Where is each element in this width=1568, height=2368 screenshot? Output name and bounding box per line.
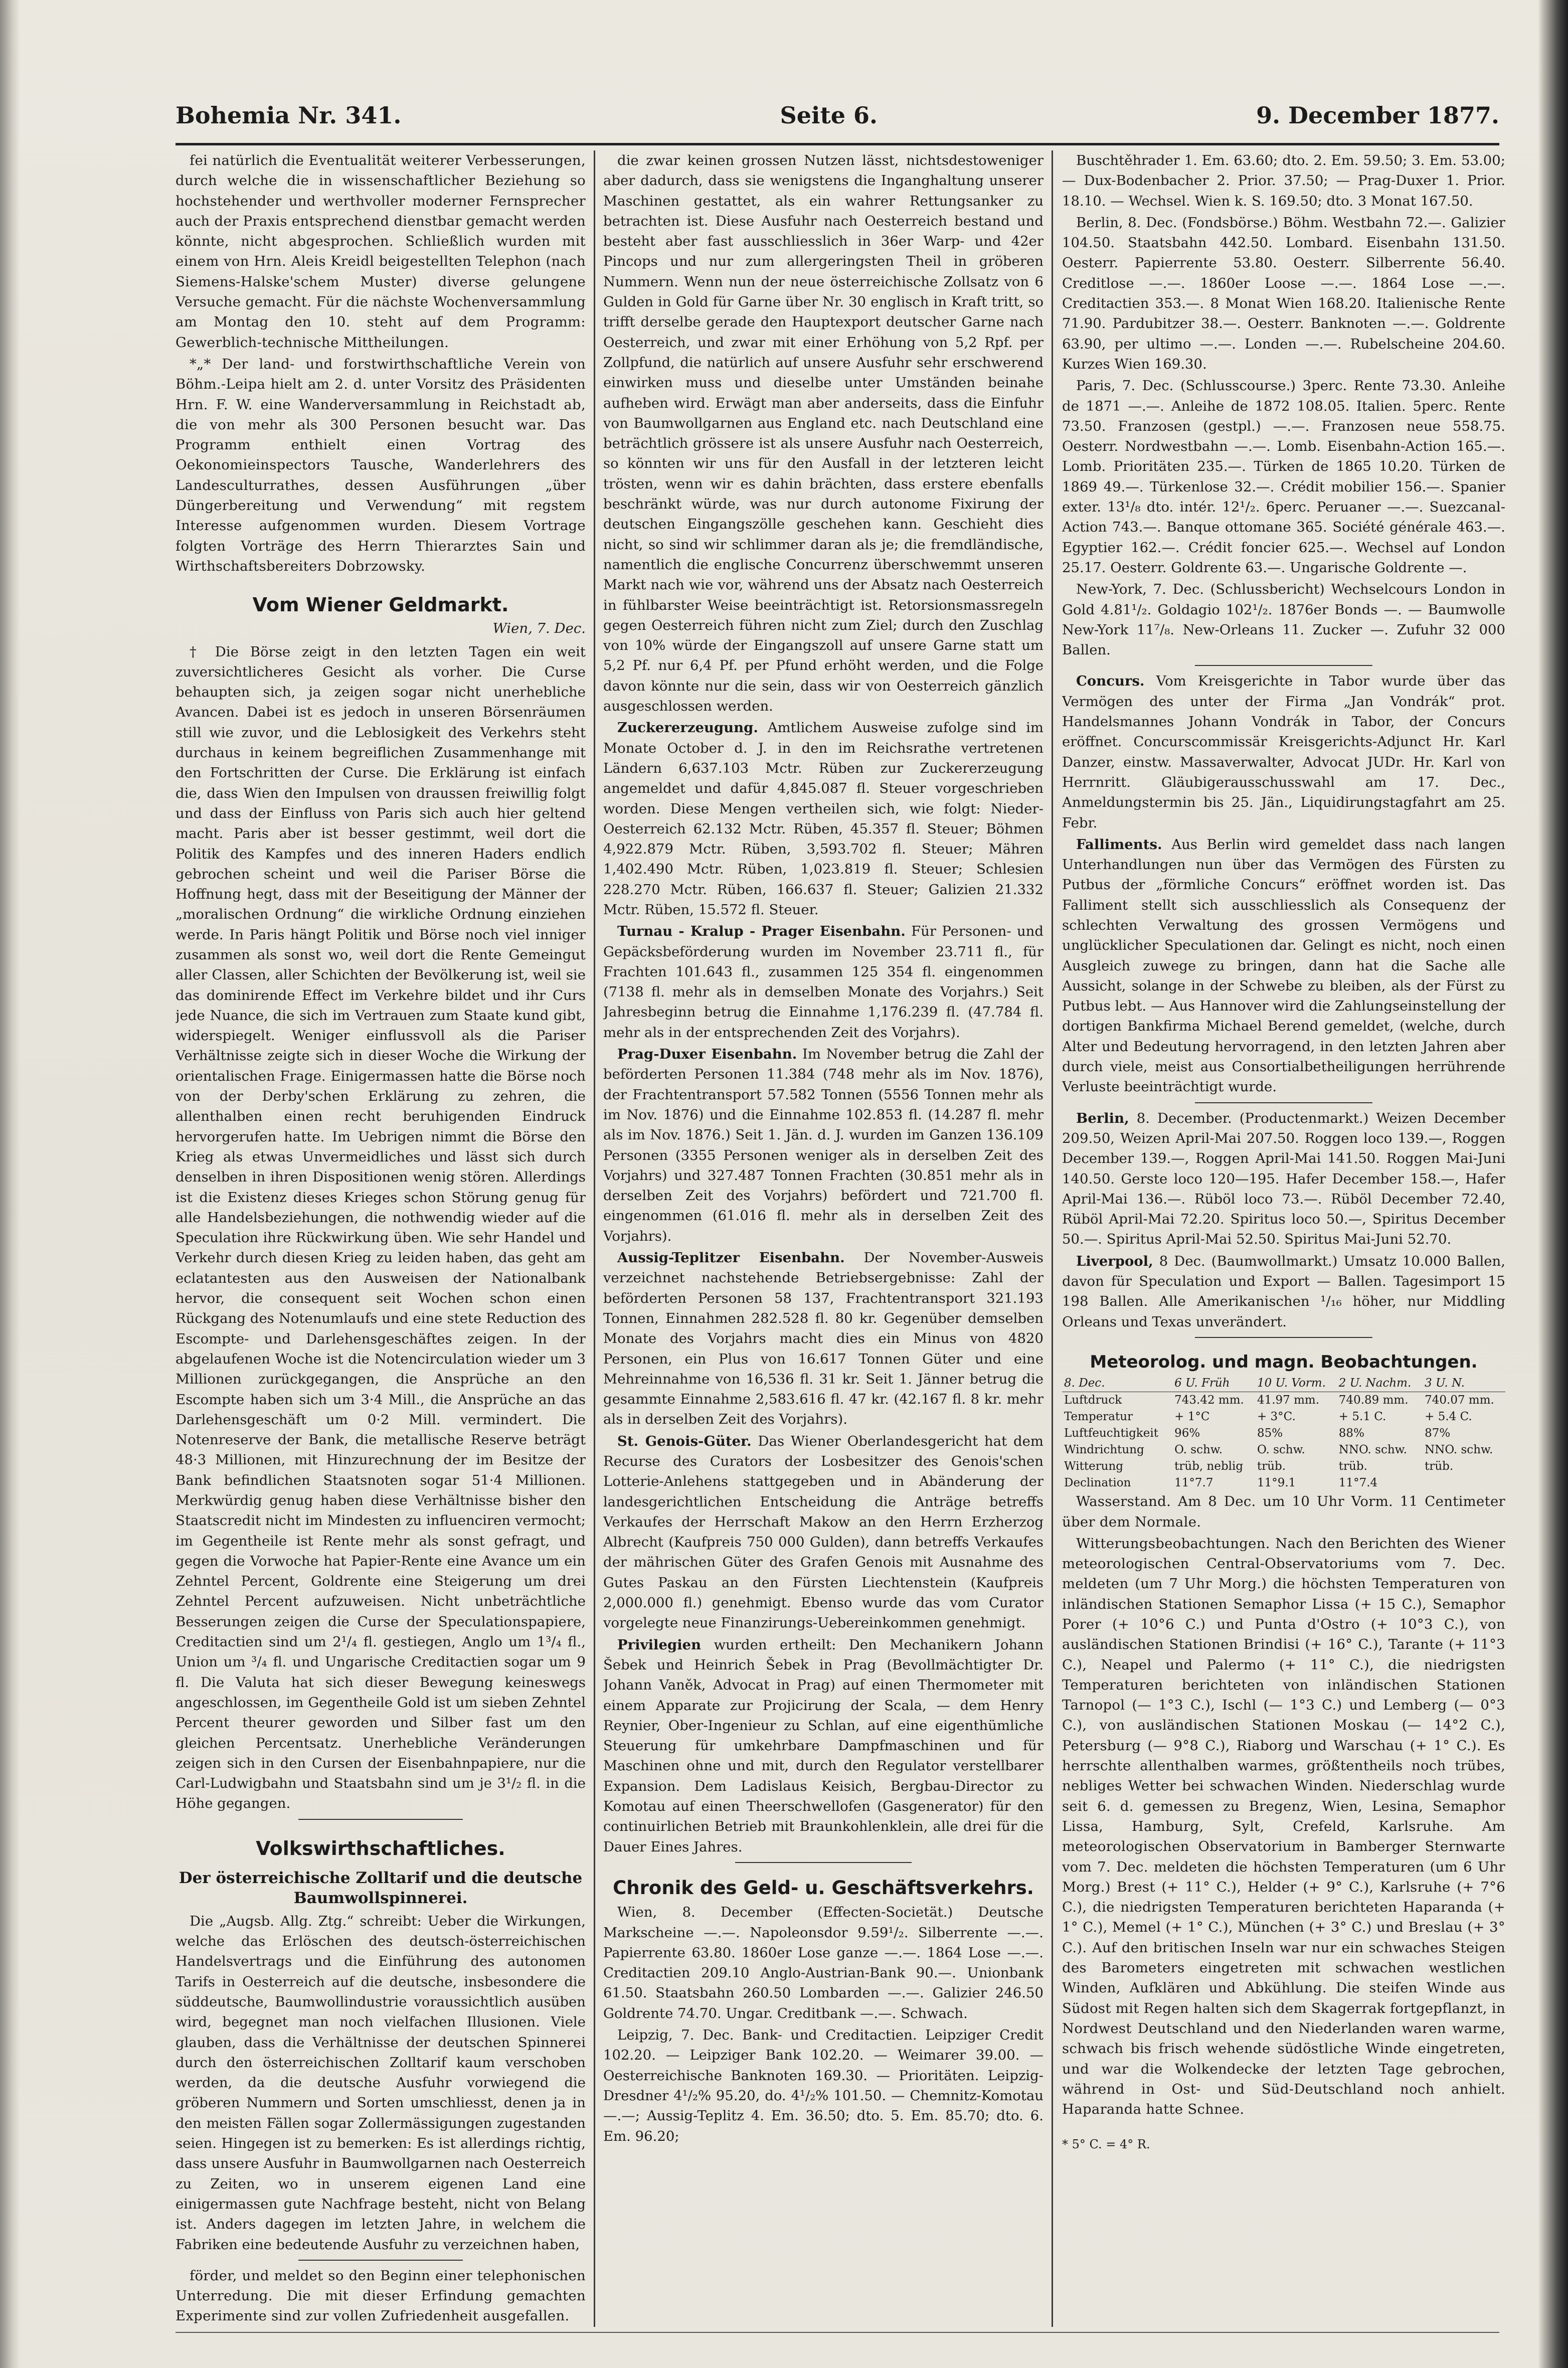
table-header-cell: 8. Dec. (1062, 1375, 1172, 1392)
table-cell: trüb. (1338, 1460, 1367, 1473)
news-item-heading: Berlin, (1076, 1110, 1129, 1126)
news-item-text: Für Personen- und Gepäcksbeförderung wurden im November 23.711 fl., für Frachten 101.643 fl., zusammen 125 354 fl. eingenommen (7138 fl. mehr als in demselben Monate des Vorjahrs.) Seit Jahresbeginn betrug die Einnahme 1,176.239 fl. (47.784 fl. mehr als in der entsprechenden Zeit des Vorjahrs). (603, 923, 1043, 1041)
paragraph: förder, und meldet so den Beginn einer telephonischen Unterredung. Die mit dieser Erfindung gemachten Experimente sind zur vollen Zufriedenheit ausgefallen. (176, 2267, 586, 2324)
table-cell: Witterung (1064, 1460, 1124, 1473)
table-cell: NNO. schw. (1338, 1443, 1407, 1457)
table-cell: + 5.4 C. (1425, 1410, 1472, 1424)
footer-rule (176, 2332, 1499, 2333)
table-cell: 743.42 mm. (1174, 1394, 1244, 1407)
paragraph: Wien, 8. December (Effecten-Societät.) Deutsche Markscheine —.—. Napoleonsdor 9.59¹/₂. Silberrente —.—. Papierrente 63.80. 1860er Lose ganze —.—. 1864 Lose —.—. Creditactien 209.10 Anglo-Austrian-Bank 90.—. Unionbank 61.50. Staatsbahn 260.50 Lombarden —.—. Galizier 246.50 Goldrente 74.70. Ungar. Creditbank —.—. Schwach. (603, 1904, 1043, 2021)
header-right: 9. December 1877. (1256, 102, 1499, 129)
header-left: Bohemia Nr. 341. (176, 102, 402, 129)
table-row (1062, 1458, 1505, 1475)
table-cell: 88% (1338, 1427, 1364, 1440)
table-row (1062, 1409, 1505, 1425)
header-rule (176, 143, 1499, 145)
table-cell: 41.97 mm. (1257, 1394, 1320, 1407)
page-edge-left (0, 0, 20, 2368)
news-item (603, 1635, 1043, 1857)
weather-table (1062, 1375, 1505, 1491)
column-divider (594, 150, 595, 2327)
table-row (1062, 1392, 1505, 1409)
table-cell: 11°7.7 (1174, 1476, 1213, 1490)
news-item (603, 718, 1043, 920)
page-edge-right (1538, 0, 1568, 2368)
table-cell: Temperatur (1064, 1410, 1133, 1424)
paragraph: Wasserstand. Am 8 Dec. um 10 Uhr Vorm. 11 Centimeter über dem Normale. (1062, 1493, 1505, 1530)
table-cell: O. schw. (1257, 1443, 1305, 1457)
section-rule (735, 1862, 911, 1863)
table-cell: 11°7.4 (1338, 1476, 1378, 1490)
table-header-cell: 2 U. Nachm. (1337, 1375, 1423, 1392)
section-title: Volkswirthschaftliches. (256, 1837, 505, 1859)
column-3 (1062, 150, 1505, 2332)
section-title: Chronik des Geld- u. Geschäftsverkehrs. (613, 1877, 1034, 1899)
weather-table-title: Meteorolog. und magn. Beobachtungen. (1090, 1351, 1478, 1372)
news-item-heading: Prag-Duxer Eisenbahn. (617, 1046, 797, 1063)
news-item (603, 1248, 1043, 1430)
table-header-cell: 3 U. N. (1423, 1375, 1505, 1392)
dateline: Wien, 7. Dec. (492, 620, 586, 637)
table-cell: + 5.1 C. (1338, 1410, 1386, 1424)
table-cell: Luftfeuchtigkeit (1064, 1427, 1158, 1440)
news-item-text: 8 Dec. (Baumwollmarkt.) Umsatz 10.000 Ballen, davon für Speculation und Export — Ballen. Tagesimport 15 198 Ballen. Alle Amerikanischen ¹/₁₆ höher, nur Middling Orleans und Texas unverändert. (1062, 1253, 1505, 1330)
news-item-heading: Falliments. (1076, 836, 1162, 853)
news-item-heading: Concurs. (1076, 673, 1145, 690)
news-item (603, 921, 1043, 1043)
paragraph: fei natürlich die Eventualität weiterer Verbesserungen, durch welche die in wissenschaftlicher Beziehung so hochstehender und werthvoller moderner Fernsprecher auch der Praxis entsprechend dienstbar gemacht werden könnte, nicht abgesprochen. Schließlich wurden mit einem von Hrn. Aleis Kreidl beigestellten Telephon (nach Siemens-Halske'schem Muster) diverse gelungene Versuche gemacht. Für die nächste Wochenversammlung am Montag den 10. steht auf dem Programm: Gewerblich-technische Mittheilungen. (176, 152, 586, 351)
paragraph: Berlin, 8. Dec. (Fondsbörse.) Böhm. Westbahn 72.—. Galizier 104.50. Staatsbahn 442.50. Lombard. Eisenbahn 131.50. Oesterr. Papierrente 53.80. Oesterr. Silberrente 56.40. Creditlose —.—. 1860er Loose —.—. 1864 Lose —.—. Creditactien 353.—. 8 Monat Wien 168.20. Italienische Rente 71.90. Pardubitzer 38.—. Oesterr. Banknoten —.—. Goldrente 63.90, per ultimo —.—. Londen —.—. Rubelscheine 204.60. Kurzes Wien 169.30. (1062, 214, 1505, 372)
table-row (1062, 1442, 1505, 1458)
news-item-text: Der November-Ausweis verzeichnet nachstehende Betriebsergebnisse: Zahl der beförderten Personen 58 137, Frachtentransport 321.193 Tonnen, Einnahmen 282.528 fl. 80 kr. Gegenüber demselben Monate des Vorjahrs macht dies ein Minus von 4820 Personen, ein Plus von 16.617 Tonnen Güter und eine Mehreinnahme von 16,536 fl. 31 kr. Seit 1. Jänner betrug die gesammte Einnahme 2,583.616 fl. 47 kr. (42.167 fl. 8 kr. mehr als in derselben Zeit des Vorjahrs). (603, 1250, 1043, 1428)
table-cell: trüb, neblig (1174, 1460, 1244, 1473)
news-item-text: Das Wiener Oberlandesgericht hat dem Recurse des Curators der Losbesitzer des Genois'schen Lotterie-Anlehens stattgegeben und in Abänderung der landesgerichtlichen Entscheidung die Anträge betreffs Verkaufes der Herrschaft Makow an den Herrn Erzherzog Albrecht (Kaufpreis 750 000 Gulden), dann betreffs Verkaufes der mährischen Güter des Grafen Genois mit Ausnahme des Gutes Paskau an den Fürsten Liechtenstein (Kaufpreis 2,000.000 fl.) genehmigt. Ebenso wurde das vom Curator vorgelegte neue Finanzirungs-Uebereinkommen genehmigt. (603, 1433, 1043, 1631)
header-center: Seite 6. (780, 102, 878, 129)
article-title: Der österreichische Zolltarif und die deutsche Baumwollspinnerei. (179, 1869, 583, 1907)
page-header (176, 95, 1499, 135)
table-row (1062, 1425, 1505, 1442)
table-cell: 11°9.1 (1257, 1476, 1296, 1490)
news-item (1062, 671, 1505, 832)
paragraph: *„* Der land- und forstwirthschaftliche Verein von Böhm.-Leipa hielt am 2. d. unter Vorsitz des Präsidenten Hrn. F. W. eine Wanderversammlung in Reichstadt ab, die von mehr als 300 Personen besucht war. Das Programm enthielt einen Vortrag des Oekonomieinspectors Tausche, Wanderlehrers des Landesculturrathes, dessen Ausführungen „über Düngerbereitung und Verwendung“ mit regstem Interesse aufgenommen wurden. Diesem Vortrage folgten Vorträge des Herrn Thierarztes Sain und Wirthschaftsbereiters Dobrzowsky. (176, 356, 586, 574)
table-cell: Windrichtung (1064, 1443, 1144, 1457)
table-cell (1423, 1475, 1505, 1491)
news-item-heading: Zuckererzeugung. (617, 720, 758, 736)
news-item-text: Amtlichem Ausweise zufolge sind im Monate October d. J. in den im Reichsrathe vertretenen Ländern 6,637.103 Mctr. Rüben zur Zuckererzeugung angemeldet und dafür 4,845.087 fl. Steuer vorgeschrieben worden. Diese Mengen vertheilen sich, wie folgt: Nieder-Oesterreich 62.132 Mctr. Rüben, 45.357 fl. Steuer; Böhmen 4,922.879 Mctr. Rüben, 3,593.702 fl. Steuer; Mähren 1,402.490 Mctr. Rüben, 1,023.819 fl. Steuer; Schlesien 228.270 Mctr. Rüben, 166.637 fl. Steuer; Galizien 21.332 Mctr. Rüben, 15.572 fl. Steuer. (603, 720, 1043, 918)
news-item-text: wurden ertheilt: Den Mechanikern Johann Šebek und Heinrich Šebek in Prag (Bevollmächtigter Dr. Johann Vaněk, Advocat in Prag) auf einen Thermometer mit einem Apparate zur Projicirung der Scala, — dem Henry Reynier, Ober-Ingenieur zu Schlan, auf eine eigenthümliche Steuerung für umkehrbare Dampfmaschinen und für Maschinen ohne und mit, durch den Regulator verstellbarer Expansion. Dem Ladislaus Keisich, Bergbau-Director zu Komotau auf einen Theerschwellofen (Gasgenerator) für den continuirlichen Betrieb mit Braunkohlenklein, alle drei für die Dauer Eines Jahres. (603, 1636, 1043, 1855)
table-cell: 96% (1174, 1427, 1200, 1440)
news-item-heading: Privilegien (617, 1636, 702, 1653)
table-cell: NNO. schw. (1425, 1443, 1493, 1457)
paragraph: Die „Augsb. Allg. Ztg.“ schreibt: Ueber die Wirkungen, welche das Erlöschen des deutsch-österreichischen Handelsvertrags und die Einführung des autonomen Tarifs in Oesterreich auf die deutsche, insbesondere die süddeutsche, Baumwollindustrie voraussichtlich ausüben wird, begegnet man noch vielfachen Illusionen. Viele glauben, dass die Verhältnisse der deutschen Spinnerei durch den österreichischen Zolltarif kaum verschoben werden, da die deutsche Ausfuhr vorwiegend die gröberen Nummern und Sorten umschliesst, denen ja in den meisten Fällen sogar Zollermässigungen zugestanden seien. Hingegen ist zu bemerken: Es ist allerdings richtig, dass unsere Ausfuhr in Baumwollgarnen nach Oesterreich zu Zeiten, wo in unserem eigenen Land eine einigermassen gute Nachfrage besteht, nicht von Belang ist. Anders dagegen im letzten Jahre, in welchem die Fabriken eine bedeutende Ausfuhr zu verzeichnen haben, (176, 1913, 586, 2253)
table-cell: 85% (1257, 1427, 1283, 1440)
table-cell: Declination (1064, 1476, 1131, 1490)
table-header-cell: 6 U. Früh (1172, 1375, 1255, 1392)
section-rule (1195, 665, 1372, 666)
news-item-heading: Turnau - Kralup - Prager Eisenbahn. (617, 923, 906, 940)
news-item-text: Aus Berlin wird gemeldet dass nach langen Unterhandlungen nun über das Vermögen des Fürsten zu Putbus der „förmliche Concurs“ eröffnet worden ist. Das Falliment stellt sich ausschliesslich als Consequenz der schlechten Verwaltung des grossen Vermögens und unglücklicher Speculationen dar. Gelingt es nicht, noch einen Ausgleich zuwege zu bringen, dann hat die Sache alle Aussicht, solange in der Schwebe zu bleiben, als der Fürst zu Putbus lebt. — Aus Hannover wird die Zahlungseinstellung der dortigen Bankfirma Michael Berend gemeldet, (welche, durch Alter und Bedeutung hervorragend, in den letzten Jahren aber durch viele, meist aus Consortialbetheiligungen herrührende Verluste beeinträchtigt wurde. (1062, 836, 1505, 1095)
column-2 (603, 150, 1043, 2332)
news-item (603, 1044, 1043, 1246)
column-divider (1052, 150, 1053, 2327)
news-item-heading: Liverpool, (1076, 1253, 1153, 1269)
table-row (1062, 1475, 1505, 1491)
news-item-text: 8. December. (Productenmarkt.) Weizen December 209.50, Weizen April-Mai 207.50. Roggen loco 139.—, Roggen December 139.—, Roggen April-Mai 141.50. Roggen Mai-Juni 140.50. Gerste loco 120—195. Hafer December 158.—, Hafer April-Mai 136.—. Rüböl loco 73.—. Rüböl December 72.40, Rüböl April-Mai 72.20. Spiritus loco 50.—, Spiritus December 50.—. Spiritus April-Mai 52.50. Spiritus Mai-Juni 52.70. (1062, 1110, 1505, 1248)
table-cell: + 1°C (1174, 1410, 1210, 1424)
table-cell: O. schw. (1174, 1443, 1223, 1457)
table-cell: trüb. (1425, 1460, 1454, 1473)
table-cell: 87% (1425, 1427, 1451, 1440)
table-cell: 740.07 mm. (1425, 1394, 1494, 1407)
section-rule (298, 2260, 462, 2261)
table-cell: trüb. (1257, 1460, 1286, 1473)
section-rule (1195, 1102, 1372, 1103)
footnote: * 5° C. = 4° R. (1062, 2137, 1150, 2152)
weather-table-header (1062, 1375, 1505, 1392)
paragraph: Witterungsbeobachtungen. Nach den Berichten des Wiener meteorologischen Central-Observatoriums vom 7. Dec. meldeten (um 7 Uhr Morg.) die höchsten Temperaturen von inländischen Stationen Semaphor Lissa (+ 15 C.), Semaphor Porer (+ 10°6 C.) und Punta d'Ostro (+ 10°3 C.), von ausländischen Stationen Brindisi (+ 16° C.), Tarante (+ 11°3 C.), Neapel und Palermo (+ 11° C.), die niedrigsten Temperaturen berichteten von inländischen Stationen Tarnopol (— 1°3 C.), Ischl (— 1°3 C.) und Lemberg (— 0°3 C.), von ausländischen Stationen Moskau (— 14°2 C.), Petersburg (— 9°8 C.), Riaborg und Warschau (+ 1° C.). Es herrschte allenthalben warmes, größtentheils noch trübes, nebliges Wetter bei schwachen Winden. Niederschlag wurde seit 6. d. gemessen zu Bregenz, Wien, Lesina, Semaphor Lissa, Hamburg, Sylt, Crefeld, Karlsruhe. Am meteorologischen Observatorium in Bamberger Sternwarte vom 7. Dec. meldeten die höchsten Temperaturen (um 6 Uhr Morg.) Brest (+ 11° C.), Helder (+ 9° C.), Karlsruhe (+ 7°6 C.), die niedrigsten Temperaturen berichteten Haparanda (+ 1° C.), Memel (+ 1° C.), München (+ 3° C.) und Breslau (+ 3° C.). Auf den britischen Inseln war nur ein schwaches Steigen des Barometers eingetreten mit schwachen westlichen Winden, Aufklären und Abkühlung. Die steifen Winde aus Südost mit Regen halten sich dem Skagerrak fortgepflanzt, in Nordwest Deutschland und den Niederlanden waren warme, schwach bis frisch wehende südöstliche Winde eingetreten, und war die Wolkendecke der letzten Tage gebrochen, während in Ost- und Süd-Deutschland noch anhielt. Haparanda hatte Schnee. (1062, 1535, 1505, 2118)
news-item (1062, 834, 1505, 1097)
section-rule (1195, 1337, 1372, 1338)
table-cell: Luftdruck (1064, 1394, 1122, 1407)
paragraph: Leipzig, 7. Dec. Bank- und Creditactien. Leipziger Credit 102.20. — Leipziger Bank 102.20. — Weimarer 39.00. — Oesterreichische Banknoten 169.30. — Prioritäten. Leipzig-Dresdner 4¹/₂% 95.20, do. 4¹/₂% 101.50. — Chemnitz-Komotau —.—; Aussig-Teplitz 4. Em. 36.50; dto. 5. Em. 85.70; dto. 6. Em. 96.20; (603, 2027, 1043, 2144)
table-header-cell: 10 U. Vorm. (1255, 1375, 1337, 1392)
table-cell: 740.89 mm. (1338, 1394, 1409, 1407)
table-cell: + 3°C. (1257, 1410, 1296, 1424)
news-item (1062, 1108, 1505, 1250)
paragraph: Paris, 7. Dec. (Schlusscourse.) 3perc. Rente 73.30. Anleihe de 1871 —.—. Anleihe de 1872 108.05. Italien. 5perc. Rente 73.50. Franzosen (gestpl.) —.—. Franzosen neue 558.75. Oesterr. Nordwestbahn —.—. Lomb. Eisenbahn-Action 165.—. Lomb. Prioritäten 235.—. Türken de 1865 10.20. Türken de 1869 49.—. Türkenlose 32.—. Crédit mobilier 156.—. Spanier exter. 13¹/₈ dto. intér. 12¹/₂. 6perc. Peruaner —.—. Suezcanal-Action 743.—. Banque ottomane 365. Société générale 463.—. Egyptier 162.—. Crédit foncier 625.—. Wechsel auf London 25.17. Oesterr. Goldrente 63.—. Ungarische Goldrente —. (1062, 378, 1505, 576)
column-1 (176, 150, 586, 2332)
paragraph: † Die Börse zeigt in den letzten Tagen ein weit zuversichtlicheres Gesicht als vorher. Die Curse behaupten sich, ja zeigen sogar nicht unerhebliche Avancen. Dabei ist es jedoch in unseren Börsenräumen still wie zuvor, und die Leblosigkeit des Verkehrs steht durchaus in keinem begreiflichen Zusammenhange mit den Fortschritten der Curse. Die Erklärung ist einfach die, dass Wien den Impulsen von draussen freiwillig folgt und dass der Einfluss von Paris sich auch hier geltend macht. Paris aber ist besser gestimmt, weil dort die Politik des Kampfes und des inneren Haders endlich gebrochen scheint und weil die Pariser Börse die Hoffnung hegt, dass mit der Beseitigung der Männer der „moralischen Ordnung“ die wirkliche Ordnung einziehen werde. In Paris hängt Politik und Börse noch viel inniger zusammen als sonst wo, weil dort die Rente Gemeingut aller Classen, aller Schichten der Bevölkerung ist, weil sie das dominirende Effect im Verkehre bildet und ihr Curs jede Nuance, die sich im Vertrauen zum Staate kund gibt, widerspiegelt. Weniger einflussvoll als die Pariser Verhältnisse zeigte sich in dieser Woche die Wirkung der orientalischen Frage. Einigermassen hatte die Börse noch von der Derby'schen Erklärung zu zehren, die allenthalben einen recht beruhigenden Eindruck hervorgerufen hatte. Im Uebrigen nimmt die Börse den Krieg als etwas Unvermeidliches und lässt sich durch denselben in ihren Dispositionen wenig stören. Allerdings ist die Existenz dieses Krieges schon Störung genug für alle Handelsbeziehungen, die nothwendig wieder auf die Speculation ihre Rückwirkung üben. Wie sehr Handel und Verkehr durch diesen Krieg zu leiden haben, das geht am eclatantesten aus den Ausweisen der Nationalbank hervor, die consequent seit Wochen schon einen Rückgang des Notenumlaufs und eine stete Reduction des Escompte- und Darlehensgeschäftes zeigen. In der abgelaufenen Woche ist die Notencirculation wieder um 3 Millionen zurückgegangen, die Ansprüche an den Escompte haben sich um 3·4 Mill., die Ansprüche an das Darlehensgeschäft um 0·2 Mill. vermindert. Die Notenreserve der Bank, die metallische Reserve beträgt 48·3 Millionen, mit Hinzurechnung der im Besitze der Bank befindlichen Staatsnoten sogar 51·4 Millionen. Merkwürdig genug haben diese Verhältnisse bisher den Staatscredit nicht im Mindesten zu influenciren vermocht; im Gegentheile ist Rente mehr als sonst gefragt, und gegen die Vorwoche hat Papier-Rente eine Avance um ein Zehntel Percent, Goldrente eine Steigerung um drei Zehntel Percent aufzuweisen. Nicht unbeträchtliche Besserungen zeigen die Curse der Speculationspapiere, Creditactien sind um 2¹/₄ fl. gestiegen, Anglo um 1³/₄ fl., Union um ³/₄ fl. und Ungarische Creditactien sogar um 9 fl. Die Valuta hat sich dieser Bewegung keineswegs angeschlossen, im Gegentheile Gold ist um sieben Zehntel Percent theurer geworden und Silber fast um den gleichen Percentsatz. Unerhebliche Veränderungen zeigen sich in den Cursen der Eisenbahnpapiere, nur die Carl-Ludwigbahn und Staatsbahn sind um je 3¹/₂ fl. in die Höhe gegangen. (176, 643, 586, 1812)
news-item-heading: Aussig-Teplitzer Eisenbahn. (617, 1250, 845, 1266)
news-item (1062, 1251, 1505, 1332)
section-title: Vom Wiener Geldmarkt. (252, 594, 509, 616)
news-item (603, 1431, 1043, 1633)
news-item-text: Vom Kreisgerichte in Tabor wurde über das Vermögen des unter der Firma „Jan Vondrák“ prot. Handelsmannes Johann Vondrák in Tabor, der Concurs eröffnet. Concurscommissär Kreisgerichts-Adjunct Hr. Karl Danzer, einstw. Massaverwalter, Advocat JUDr. Hr. Karl von Herrnritt. Gläubigerausschusswahl am 17. Dec., Anmeldungstermin bis 25. Jän., Liquidirungstagfahrt am 25. Febr. (1062, 673, 1505, 831)
paragraph: Buschtěhrader 1. Em. 63.60; dto. 2. Em. 59.50; 3. Em. 53.00; — Dux-Bodenbacher 2. Prior. 37.50; — Prag-Duxer 1. Prior. 18.10. — Wechsel. Wien k. S. 169.50; dto. 3 Monat 167.50. (1062, 152, 1505, 209)
paragraph: New-York, 7. Dec. (Schlussbericht) Wechselcours London in Gold 4.81¹/₂. Goldagio 102¹/₂. 1876er Bonds —. — Baumwolle New-York 11⁷/₈. New-Orleans 11. Zucker —. Zufuhr 32 000 Ballen. (1062, 581, 1505, 658)
section-rule (298, 1819, 462, 1820)
news-item-text: Im November betrug die Zahl der beförderten Personen 11.384 (748 mehr als im Nov. 1876), der Frachtentransport 57.582 Tonnen (5556 Tonnen mehr als im Nov. 1876) und die Einnahme 102.853 fl. (14.287 fl. mehr als im Nov. 1876.) Seit 1. Jän. d. J. wurden im Ganzen 136.109 Personen (3355 Personen weniger als in derselben Zeit des Vorjahrs) und 327.487 Tonnen Frachten (30.851 mehr als in derselben Zeit des Vorjahrs) befördert und 721.700 fl. eingenommen (61.016 fl. mehr als in derselben Zeit des Vorjahrs). (603, 1046, 1043, 1244)
news-item-heading: St. Genois-Güter. (617, 1433, 752, 1449)
paragraph: die zwar keinen grossen Nutzen lässt, nichtsdestoweniger aber dadurch, dass sie wenigstens die Inganghaltung unserer Maschinen gestattet, als ein wahrer Rettungsanker zu betrachten ist. Diese Ausfuhr nach Oesterreich bestand und besteht aber fast ausschliesslich in 36er Warp- und 42er Pincops und nur zum allergeringsten Theil in gröberen Nummern. Wenn nun der neue österreichische Zollsatz von 6 Gulden in Gold für Garne über Nr. 30 englisch in Kraft tritt, so trifft derselbe gerade den Hauptexport deutscher Garne nach Oesterreich, und zwar mit einer Erhöhung von 5,2 Rpf. per Zollpfund, die natürlich auf unsere Ausfuhr sehr erschwerend einwirken muss und dieselbe unter Umständen beinahe aufheben wird. Erwägt man aber anderseits, dass die Einfuhr von Baumwollgarnen aus England etc. nach Deutschland eine beträchtlich grössere ist als unsere Ausfuhr nach Oesterreich, so könnten wir uns für den Ausfall in der letzteren leicht trösten, wenn wir es dahin brächten, dass erstere ebenfalls beschränkt würde, was nur durch autonome Fixirung der deutschen Eingangszölle geschehen kann. Geschieht dies nicht, so sind wir schlimmer daran als je; die fremdländische, namentlich die englische Concurrenz überschwemmt unseren Markt nach wie vor, während uns der Absatz nach Oesterreich in fühlbarster Weise beeinträchtigt ist. Retorsionsmassregeln gegen Oesterreich führen nicht zum Ziel; durch den Zuschlag von 10% würde der Eingangszoll auf unsere Garne statt um 5,2 Pf. nur 6,4 Pf. per Pfund erhöht werden, und die Folge davon könnte nur die sein, dass wir von Oesterreich gänzlich ausgeschlossen werden. (603, 152, 1043, 715)
